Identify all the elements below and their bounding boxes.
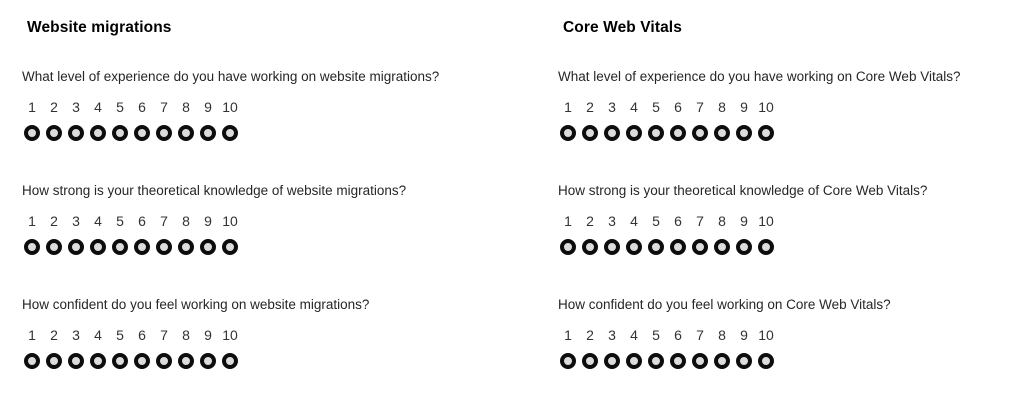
scale-option [112,99,128,141]
scale-option [134,213,150,255]
scale-option [156,99,172,141]
radio-button[interactable] [604,353,620,369]
scale-option [68,99,84,141]
question-text: What level of experience do you have working on website migrations? [22,69,440,84]
scale-option [670,327,686,369]
scale-number-label: 5 [652,213,660,229]
scale-option [648,99,664,141]
scale-option [670,213,686,255]
radio-button[interactable] [222,125,238,141]
question-block [558,182,1024,255]
scale-option [178,327,194,369]
question-block [22,68,512,141]
scale-number-label: 9 [204,99,212,115]
scale-number-label: 9 [204,327,212,343]
scale-option [24,213,40,255]
scale-option [582,327,598,369]
scale-number-label: 8 [182,213,190,229]
radio-button[interactable] [736,239,752,255]
scale-number-label: 3 [72,99,80,115]
scale-option [222,99,238,141]
scale-option [200,327,216,369]
scale-number-label: 8 [718,213,726,229]
scale-option [626,99,642,141]
scale-option [758,99,774,141]
rating-scale [560,327,1024,369]
rating-scale [560,99,1024,141]
radio-button[interactable] [178,353,194,369]
question-text: How confident do you feel working on Core Web Vitals? [558,297,891,312]
scale-option [626,213,642,255]
scale-number-label: 8 [182,327,190,343]
scale-number-label: 10 [758,213,774,229]
scale-option [582,213,598,255]
scale-option [692,327,708,369]
scale-number-label: 1 [28,99,36,115]
scale-option [692,213,708,255]
scale-number-label: 2 [586,327,594,343]
scale-number-label: 7 [160,327,168,343]
scale-number-label: 10 [222,99,238,115]
scale-number-label: 8 [718,327,726,343]
radio-button[interactable] [24,239,40,255]
radio-button[interactable] [604,239,620,255]
scale-number-label: 5 [116,213,124,229]
scale-option [178,213,194,255]
radio-button[interactable] [648,239,664,255]
scale-option [68,213,84,255]
scale-option [156,213,172,255]
scale-number-label: 8 [718,99,726,115]
scale-option [758,327,774,369]
radio-button[interactable] [112,353,128,369]
radio-button[interactable] [648,125,664,141]
radio-button[interactable] [582,239,598,255]
radio-button[interactable] [200,239,216,255]
scale-option [112,213,128,255]
radio-button[interactable] [560,239,576,255]
scale-option [736,327,752,369]
radio-button[interactable] [648,353,664,369]
radio-button[interactable] [736,125,752,141]
radio-button[interactable] [68,125,84,141]
radio-button[interactable] [24,125,40,141]
scale-number-label: 6 [674,327,682,343]
scale-number-label: 4 [630,99,638,115]
section-title: Website migrations [27,19,172,36]
scale-number-label: 5 [652,327,660,343]
radio-button[interactable] [692,125,708,141]
scale-option [670,99,686,141]
radio-button[interactable] [626,353,642,369]
radio-button[interactable] [156,353,172,369]
radio-button[interactable] [200,353,216,369]
scale-option [200,99,216,141]
scale-option [604,99,620,141]
scale-number-label: 3 [608,99,616,115]
scale-number-label: 4 [94,327,102,343]
scale-number-label: 10 [758,327,774,343]
scale-option [604,327,620,369]
scale-number-label: 6 [138,213,146,229]
section-core-web-vitals [512,0,1024,401]
radio-button[interactable] [178,125,194,141]
radio-button[interactable] [200,125,216,141]
radio-button[interactable] [692,353,708,369]
radio-button[interactable] [112,239,128,255]
scale-option [736,99,752,141]
question-text: How confident do you feel working on website migrations? [22,297,370,312]
scale-option [714,99,730,141]
scale-number-label: 9 [740,327,748,343]
scale-option [200,213,216,255]
radio-button[interactable] [626,239,642,255]
radio-button[interactable] [670,353,686,369]
radio-button[interactable] [90,353,106,369]
scale-number-label: 2 [50,327,58,343]
scale-option [134,99,150,141]
question-block [558,296,1024,369]
scale-option [24,327,40,369]
radio-button[interactable] [758,125,774,141]
rating-scale [24,213,512,255]
scale-number-label: 4 [94,99,102,115]
scale-number-label: 10 [222,327,238,343]
radio-button[interactable] [134,239,150,255]
scale-option [560,99,576,141]
scale-option [626,327,642,369]
scale-option [156,327,172,369]
scale-number-label: 2 [50,213,58,229]
scale-number-label: 8 [182,99,190,115]
radio-button[interactable] [112,125,128,141]
rating-scale [560,213,1024,255]
radio-button[interactable] [670,239,686,255]
scale-option [560,327,576,369]
radio-button[interactable] [68,353,84,369]
scale-number-label: 9 [740,99,748,115]
scale-option [736,213,752,255]
scale-number-label: 10 [222,213,238,229]
scale-number-label: 7 [696,99,704,115]
radio-button[interactable] [758,239,774,255]
scale-option [46,99,62,141]
radio-button[interactable] [714,353,730,369]
radio-button[interactable] [24,353,40,369]
scale-number-label: 5 [116,327,124,343]
radio-button[interactable] [626,125,642,141]
scale-number-label: 3 [608,327,616,343]
scale-number-label: 2 [50,99,58,115]
rating-scale [24,327,512,369]
radio-button[interactable] [222,239,238,255]
scale-number-label: 7 [696,327,704,343]
radio-button[interactable] [156,239,172,255]
scale-number-label: 7 [160,213,168,229]
scale-option [134,327,150,369]
scale-option [90,99,106,141]
scale-number-label: 3 [72,213,80,229]
radio-button[interactable] [90,239,106,255]
radio-button[interactable] [714,239,730,255]
scale-number-label: 6 [674,213,682,229]
scale-number-label: 2 [586,213,594,229]
scale-option [604,213,620,255]
rating-scale [24,99,512,141]
scale-number-label: 4 [94,213,102,229]
scale-number-label: 6 [674,99,682,115]
scale-option [714,213,730,255]
scale-number-label: 7 [696,213,704,229]
scale-number-label: 9 [740,213,748,229]
radio-button[interactable] [714,125,730,141]
scale-option [692,99,708,141]
radio-button[interactable] [90,125,106,141]
scale-number-label: 4 [630,213,638,229]
radio-button[interactable] [670,125,686,141]
scale-number-label: 2 [586,99,594,115]
radio-button[interactable] [46,125,62,141]
question-text: How strong is your theoretical knowledge of Core Web Vitals? [558,183,928,198]
scale-option [714,327,730,369]
scale-option [560,213,576,255]
question-block [558,68,1024,141]
scale-number-label: 1 [564,327,572,343]
scale-number-label: 6 [138,327,146,343]
scale-number-label: 5 [116,99,124,115]
scale-number-label: 6 [138,99,146,115]
scale-number-label: 4 [630,327,638,343]
scale-option [24,99,40,141]
scale-option [582,99,598,141]
scale-option [648,213,664,255]
radio-button[interactable] [178,239,194,255]
scale-option [178,99,194,141]
question-block [22,296,512,369]
scale-option [758,213,774,255]
radio-button[interactable] [560,353,576,369]
scale-number-label: 10 [758,99,774,115]
scale-number-label: 1 [28,213,36,229]
radio-button[interactable] [582,353,598,369]
radio-button[interactable] [582,125,598,141]
scale-number-label: 7 [160,99,168,115]
scale-option [46,213,62,255]
radio-button[interactable] [692,239,708,255]
scale-option [68,327,84,369]
radio-button[interactable] [758,353,774,369]
scale-option [648,327,664,369]
scale-option [90,327,106,369]
question-text: What level of experience do you have working on Core Web Vitals? [558,69,961,84]
radio-button[interactable] [68,239,84,255]
scale-option [90,213,106,255]
scale-number-label: 5 [652,99,660,115]
scale-number-label: 1 [564,99,572,115]
radio-button[interactable] [46,353,62,369]
radio-button[interactable] [134,125,150,141]
radio-button[interactable] [604,125,620,141]
scale-number-label: 1 [564,213,572,229]
scale-number-label: 3 [72,327,80,343]
radio-button[interactable] [134,353,150,369]
radio-button[interactable] [46,239,62,255]
radio-button[interactable] [736,353,752,369]
question-text: How strong is your theoretical knowledge of website migrations? [22,183,407,198]
scale-number-label: 3 [608,213,616,229]
radio-button[interactable] [156,125,172,141]
section-title: Core Web Vitals [563,19,682,36]
scale-option [222,327,238,369]
scale-option [222,213,238,255]
scale-number-label: 9 [204,213,212,229]
scale-option [112,327,128,369]
radio-button[interactable] [222,353,238,369]
radio-button[interactable] [560,125,576,141]
scale-option [46,327,62,369]
question-block [22,182,512,255]
scale-number-label: 1 [28,327,36,343]
